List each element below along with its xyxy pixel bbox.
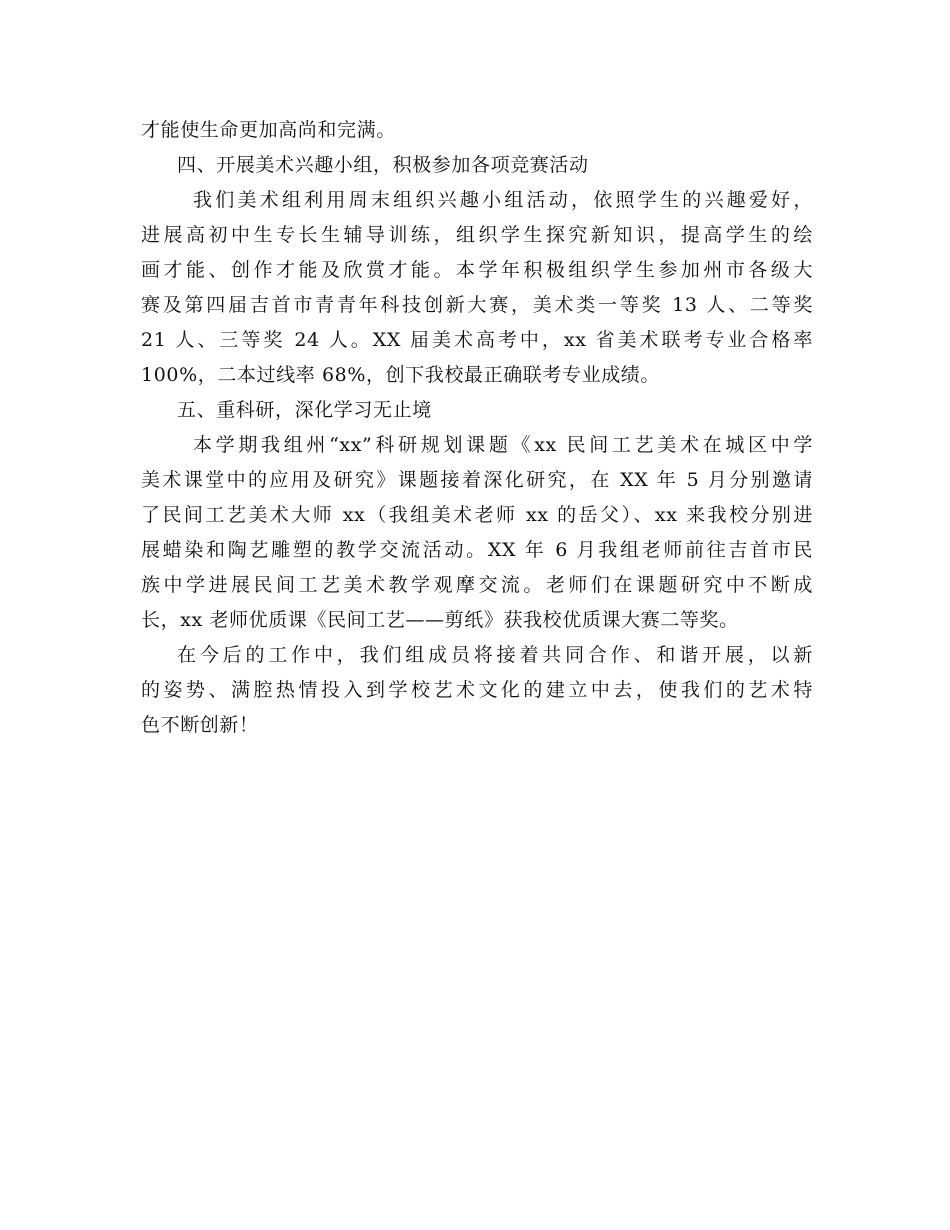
text-line-5: 画才能、创作才能及欣赏才能。本学年积极组织学生参加州市各级大 [141, 259, 813, 281]
text-line-4: 进展高初中生专长生辅导训练，组织学生探究新知识，提高学生的绘 [141, 224, 813, 246]
text-line-1: 才能使生命更加高尚和完满。 [141, 119, 396, 141]
text-line-10: 本学期我组州“xx”科研规划课题《xx 民间工艺美术在城区中学 [193, 434, 813, 456]
text-line-11: 美术课堂中的应用及研究》课题接着深化研究，在 XX 年 5 月分别邀请 [141, 469, 813, 491]
text-line-14: 族中学进展民间工艺美术教学观摩交流。老师们在课题研究中不断成 [141, 574, 813, 596]
text-line-8: 100%，二本过线率 68%，创下我校最正确联考专业成绩。 [141, 364, 660, 386]
section-heading-5: 五、重科研，深化学习无止境 [177, 399, 432, 421]
text-line-15: 长，xx 老师优质课《民间工艺——剪纸》获我校优质课大赛二等奖。 [141, 609, 739, 631]
text-line-12: 了民间工艺美术大师 xx（我组美术老师 xx 的岳父）、xx 来我校分别进 [141, 504, 813, 526]
section-heading-4: 四、开展美术兴趣小组，积极参加各项竞赛活动 [177, 154, 589, 176]
document-body [141, 113, 813, 743]
text-line-18: 色不断创新！ [141, 714, 259, 736]
text-line-16: 在今后的工作中，我们组成员将接着共同合作、和谐开展，以新 [177, 644, 813, 666]
text-line-3: 我们美术组利用周末组织兴趣小组活动，依照学生的兴趣爱好， [193, 189, 813, 211]
text-line-6: 赛及第四届吉首市青青年科技创新大赛，美术类一等奖 13 人、二等奖 [141, 294, 813, 316]
text-line-13: 展蜡染和陶艺雕塑的教学交流活动。XX 年 6 月我组老师前往吉首市民 [141, 539, 813, 561]
text-line-17: 的姿势、满腔热情投入到学校艺术文化的建立中去，使我们的艺术特 [141, 679, 813, 701]
text-line-7: 21 人、三等奖 24 人。XX 届美术高考中，xx 省美术联考专业合格率 [141, 329, 813, 351]
